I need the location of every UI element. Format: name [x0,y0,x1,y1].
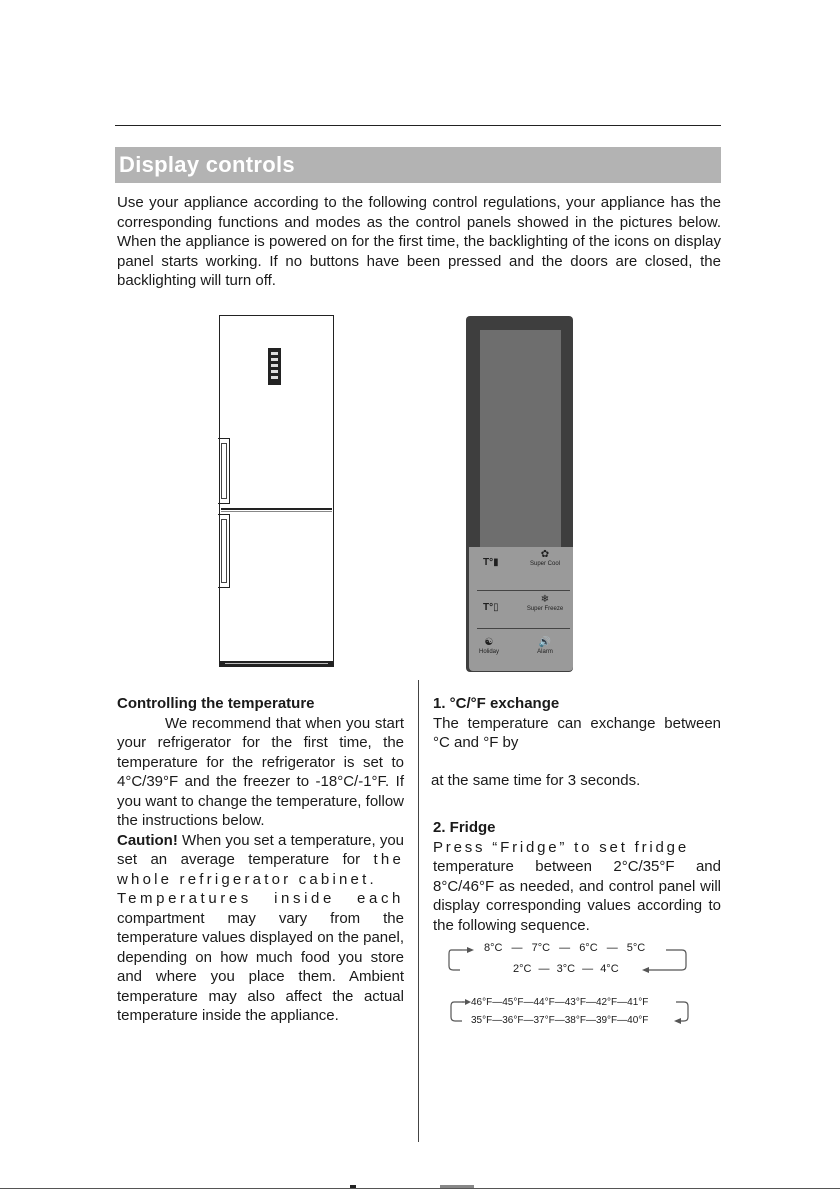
seq-f-41: 41°F [627,997,649,1008]
top-rule [115,125,721,126]
control-panel-illustration [466,316,573,672]
seq-dash: — [492,1015,503,1026]
seq-c-2: 2°C [513,963,532,975]
seq-f-40: 40°F [627,1015,649,1026]
seq-f-35: 35°F [471,1015,493,1026]
holiday-label: Holiday [478,649,499,655]
caution-text-loose-2: Temperatures inside each [117,890,404,907]
caution-text-rest: compartment may vary from the temperature values displayed on the panel, depending on how much food you store and where you place them. Ambient temperature may also affect the actual temperature inside the appliance. [117,909,404,1024]
footer-mark-2 [440,1185,474,1188]
seq-f-43: 43°F [564,997,586,1008]
speaker-icon: 🔊 [538,637,552,648]
fridge-base [219,661,334,667]
seq-c-8: 8°C [484,942,503,954]
fridge-illustration [219,315,334,667]
alarm-control [529,637,561,656]
celsius-sequence-top [484,942,645,954]
holiday-icon: ☯ [484,637,494,648]
caution-paragraph [117,831,404,1026]
door-split [221,508,332,510]
column-separator [418,680,419,1142]
seq-dash: — [523,997,534,1008]
freezer-temp-glyph: T° [483,602,494,613]
exchange-continuation-wrap [431,771,719,791]
panel-divider-1 [477,590,570,591]
celsius-sequence-bottom [513,963,619,975]
seq-c-5: 5°C [626,942,646,954]
panel-divider-2 [477,628,570,629]
seq-f-36: 36°F [502,1015,524,1026]
seq-c-7: 7°C [531,942,551,954]
fridge-temp-glyph: T° [483,557,494,568]
caution-text-loose-1: the whole refrigerator cabinet. [117,851,404,888]
freezer-handle-lower-inner [221,519,227,583]
seq-dash: — [538,963,550,975]
right-column-fridge [433,818,721,935]
right-column-exchange [433,694,721,753]
seq-dash: — [582,963,594,975]
seq-f-44: 44°F [533,997,555,1008]
super-cool-control [525,549,565,568]
super-cool-label: Super Cool [529,561,561,567]
panel-screen [480,330,561,549]
exchange-continuation: at the same time for 3 seconds. [431,772,641,789]
section-title: Display controls [119,152,295,177]
fahrenheit-sequence-bottom [471,1015,648,1026]
caution-label: Caution! [117,831,178,849]
fahrenheit-sequence-top [471,997,648,1008]
seq-f-42: 42°F [595,997,618,1008]
exchange-heading: 1. °C/°F exchange [433,695,560,712]
seq-dash: — [585,1015,596,1026]
intro-paragraph: Use your appliance according to the following control regulations, your appliance has the corresponding functions and modes as the control panels showed in the pictures below. When the appliance is powered on for the first time, the backlighting of the icons on display panel starts working. If no buttons have been pressed and the doors are closed, the backlighting will turn off. [117,194,721,289]
fridge-paragraph: temperature between 2°C/35°F and 8°C/46°F as needed, and control panel will display corresponding values according to the following sequence. [433,858,721,934]
seq-dash: — [606,942,618,954]
seq-f-46: 46°F [471,997,493,1008]
super-freeze-control [525,594,565,613]
seq-dash: — [554,997,565,1008]
seq-dash: — [523,1015,534,1026]
seq-c-6: 6°C [579,942,598,954]
left-column [117,694,404,1026]
seq-f-45: 45°F [502,997,524,1008]
thermometer-fridge-icon: T°▮ [483,557,499,568]
exchange-paragraph: The temperature can exchange between °C and °F by [433,714,721,751]
thermometer-freezer-icon: T°▯ [483,602,499,613]
seq-c-3: 3°C [556,963,576,975]
alarm-label: Alarm [537,649,553,655]
seq-f-38: 38°F [564,1015,586,1026]
section-title-bar [115,147,721,183]
seq-dash: — [559,942,571,954]
seq-c-4: 4°C [600,963,619,975]
seq-dash: — [585,997,596,1008]
seq-dash: — [511,942,523,954]
seq-f-39: 39°F [595,1015,618,1026]
temperature-heading: Controlling the temperature [117,695,315,712]
fridge-temp-control [483,557,499,568]
panel-controls [469,547,573,671]
fan-icon: ✿ [540,549,550,560]
seq-dash: — [554,1015,565,1026]
fridge-handle-upper-inner [221,443,227,499]
seq-dash: — [492,997,503,1008]
seq-f-37: 37°F [533,1015,555,1026]
fridge-paragraph-first-line: Press “Fridge” to set fridge [433,838,689,856]
fridge-base-line [225,663,328,664]
snowflake-icon: ❄ [540,594,550,605]
fridge-heading: 2. Fridge [433,819,496,836]
caution-text: When you set a temperature, you set an average temperature for [117,831,404,868]
holiday-control [473,637,505,656]
temperature-paragraph: We recommend that when you start your refrigerator for the first time, the temperature for the refrigerator is set to 4°C/39°F and the freezer to -18°C/-1°F. If you want to change the temperature, follow the instructions below. [117,714,404,829]
footer-rule [0,1188,840,1189]
footer-mark-1 [350,1185,356,1188]
fridge-door-display [268,348,281,385]
freezer-temp-control [483,602,499,613]
door-split-line [221,511,332,512]
super-freeze-label: Super Freeze [526,606,564,612]
seq-dash: — [617,1015,628,1026]
seq-dash: — [617,997,628,1008]
